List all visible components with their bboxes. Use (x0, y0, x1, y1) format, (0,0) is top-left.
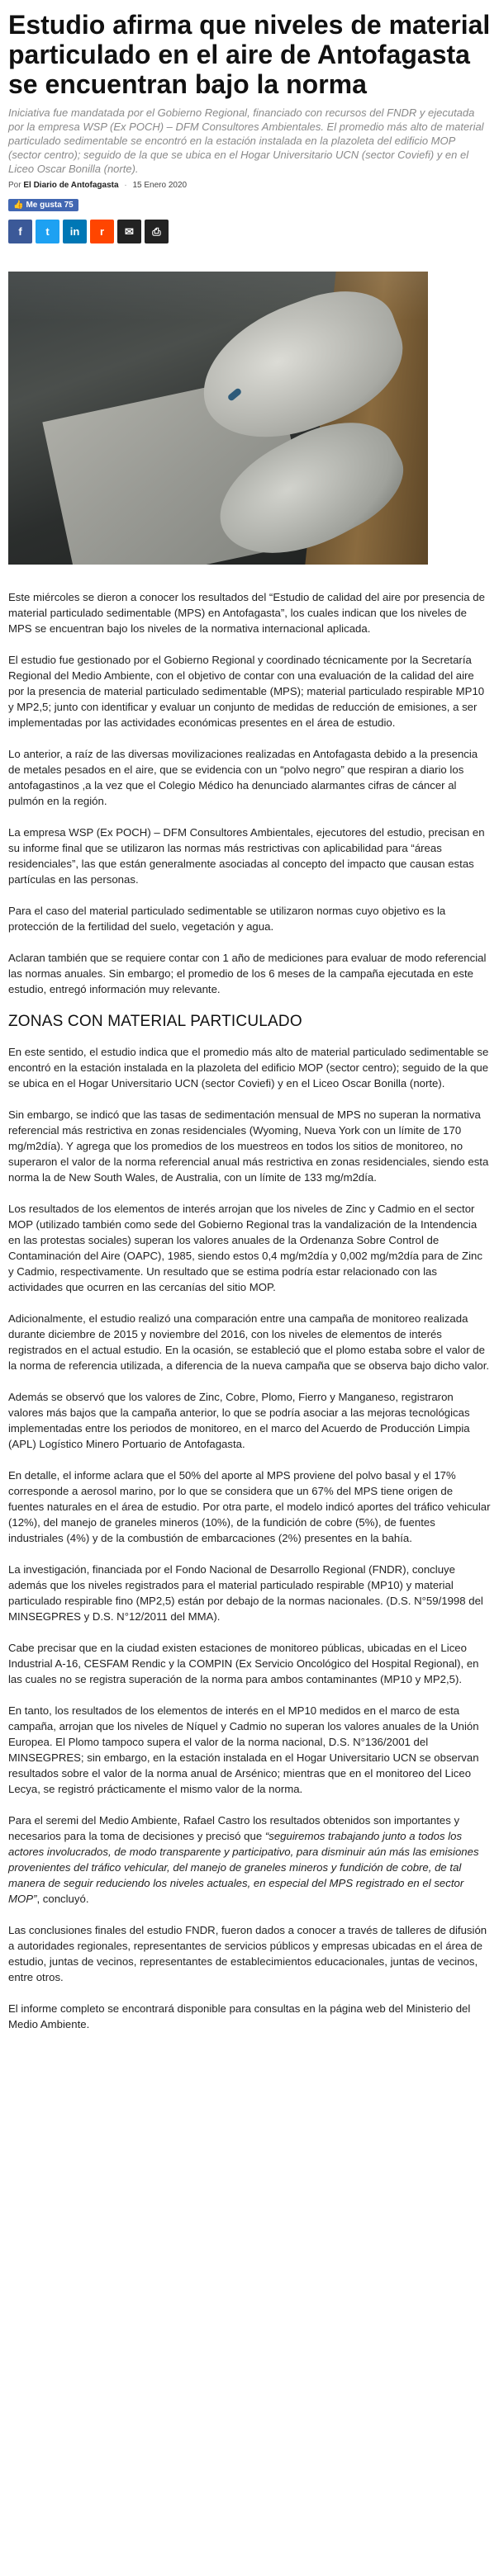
article-lede: Iniciativa fue mandatada por el Gobierno Regional, financiado con recursos del FNDR y ejecutada por la empresa WSP (Ex POCH) – DFM Consultores Ambientales. El promedio más alto de material particulado sedimentable se encontró en la estación instalada en la plazoleta del edificio MOP (sector centro); seguido de la que se ubica en el Hogar Universitario UCN (sector Coviefi) y en el Liceo Oscar Bonilla (norte). (8, 106, 484, 175)
quote-outro: , concluyó. (36, 1893, 89, 1905)
author-link[interactable]: El Diario de Antofagasta (23, 181, 119, 190)
reddit-share-button[interactable] (90, 220, 114, 243)
meta-separator: · (124, 181, 127, 190)
article-title: Estudio afirma que niveles de material particulado en el aire de Antofagasta se encuentran bajo la norma (8, 10, 491, 99)
facebook-share-button[interactable] (8, 220, 32, 243)
paragraph: El estudio fue gestionado por el Gobierno Regional y coordinado técnicamente por la Secretaría Regional del Medio Ambiente, con el objetivo de contar con una evaluación de la calidad del aire por la presencia de material particulado sedimentable (MPS); material particulado respirable MP10 y MP2,5; junto con identificar y evaluar un conjunto de medidas de reducción de emisiones, a ser implementadas por las actividades económicas presentes en el área de estudio. (8, 654, 485, 729)
quote-text: “seguiremos trabajando junto a todos los actores involucrados, de modo transparente y participativo, para disminuir aún más las emisiones provenientes del tráfico vehicular, del manejo de graneles mineros y fundición de cobre, de tal manera de seguir reduciendo los niveles actuales, en especial del MPS registrado en el sector MOP” (8, 1830, 479, 1905)
paragraph: En tanto, los resultados de los elementos de interés en el MP10 medidos en el marco de esta campaña, arrojan que los niveles de Níquel y Cadmio no superan los valores anuales de la Unión Europea. El Plomo tampoco supera el valor de la norma nacional, D.S. N°136/2001 del MINSEGPRES; sin embargo, en la estación instalada en el Hogar Universitario UCN se observan resultados sobre el valor de la norma anual de Arsénico; mientras que en el monitoreo del Liceo Lecya, se registró prácticamente el mismo valor de la norma. (8, 1704, 479, 1795)
facebook-icon: f (18, 225, 22, 238)
paragraph: Este miércoles se dieron a conocer los resultados del “Estudio de calidad del aire por presencia de material particulado sedimentable (MPS) en Antofagasta”, los cuales indican que los niveles de MPS se encuentran bajo los niveles de la normativa internacional aplicada. (8, 591, 485, 635)
email-icon: ✉ (125, 225, 134, 238)
section-heading: ZONAS CON MATERIAL PARTICULADO (8, 1013, 302, 1030)
linkedin-icon: in (69, 225, 80, 238)
like-label: Me gusta 75 (26, 201, 74, 210)
paragraph: Aclaran también que se requiere contar con 1 año de mediciones para evaluar de modo referencial las normas anuales. Sin embargo; el promedio de los 6 meses de la campaña ejecutada en este estudio, entregó información muy relevante. (8, 952, 487, 995)
by-label: Por (8, 181, 21, 190)
linkedin-share-button[interactable] (63, 220, 87, 243)
twitter-share-button[interactable] (36, 220, 59, 243)
article-body (8, 589, 491, 2032)
paragraph: Cabe precisar que en la ciudad existen estaciones de monitoreo públicas, ubicadas en el Liceo Industrial A-16, CESFAM Rendic y la COMPIN (Ex Servicio Oncológico del Hospital Regional), en las cuales no se registra superación de la norma para ambos contaminantes (MP10 y MP2,5). (8, 1642, 479, 1685)
photo-shine (8, 272, 428, 321)
print-icon: ⎙ (152, 225, 161, 238)
thumbs-up-icon: 👍 (13, 201, 24, 210)
paragraph: Las conclusiones finales del estudio FNDR, fueron dados a conocer a través de talleres de difusión a autoridades regionales, representantes de servicios públicos y empresas ubicadas en el área de estudio, juntas de vecinos, representantes de establecimientos educacionales, juntas de vecinos, entre otros. (8, 1924, 487, 1983)
reddit-icon: r (99, 225, 105, 238)
article-meta (8, 181, 491, 190)
print-button[interactable] (145, 220, 169, 243)
paragraph: Los resultados de los elementos de interés arrojan que los niveles de Zinc y Cadmio en el sector MOP (utilizado también como sede del Gobierno Regional tras la vandalización de la Intendencia en las protestas sociales) superan los valores anuales de la Ordenanza Sobre Control de Contaminación del Aire (OAPC), 1985, siendo estos 0,4 mg/m2día y 0,002 mg/m2día para de Zinc y Cadmio, respectivamente. Un resultado que se estima podría estar relacionado con las actividades que ocurren en las cercanías del sitio MOP. (8, 1203, 482, 1293)
paragraph: Lo anterior, a raíz de las diversas movilizaciones realizadas en Antofagasta debido a la presencia de metales pesados en el aire, que se evidencia con un “polvo negro” que respiran a diario los antofagastinos ,a la vez que el Colegio Médico ha denunciado alarmantes cifras de cáncer al pulmón en la región. (8, 748, 478, 807)
quote-intro: Para el seremi del Medio Ambiente, Rafael Castro los resultados obtenidos son importantes y necesarios para la toma de decisiones y precisó que (8, 1814, 460, 1842)
paragraph: Sin embargo, se indicó que las tasas de sedimentación mensual de MPS no superan la normativa referencial más restrictiva en zonas residenciales (Wyoming, Nueva York con un límite de 170 mg/m2día). Y agrega que los promedios de los muestreos en todos los sitios de monitoreo, no superaron el valor de la norma referencial anual más restrictiva en zonas residenciales, siendo esta norma la de New South Wales, de Australia, con un límite de 133 mg/m2día. (8, 1108, 489, 1184)
email-share-button[interactable] (117, 220, 141, 243)
paragraph: La investigación, financiada por el Fondo Nacional de Desarrollo Regional (FNDR), concluye además que los niveles registrados para el material particulado respirable (MP10) y material particulado respirable fino (MP2,5) están por debajo de la normas nacionales. (D.S. N°59/1998 del MINSEGPRES y D.S. N°12/2011 del MMA). (8, 1563, 483, 1623)
paragraph: Adicionalmente, el estudio realizó una comparación entre una campaña de monitoreo realizada durante diciembre de 2015 y noviembre del 2016, con los niveles de elementos de interés registrados en el actual estudio. En la ocasión, se estableció que el plomo estaba sobre el valor de la norma de referencia utilizada, a diferencia de la nueva campaña que se observa bajo dicho valor. (8, 1312, 490, 1372)
publish-date: 15 Enero 2020 (132, 181, 188, 190)
paragraph: El informe completo se encontrará disponible para consultas en la página web del Ministerio del Medio Ambiente. (8, 2002, 471, 2030)
paragraph: La empresa WSP (Ex POCH) – DFM Consultores Ambientales, ejecutores del estudio, precisan en su informe final que se utilizaron las normas más restrictivas con aplicabilidad para “áreas residenciales”, las que están generalmente asociadas al concepto del impacto que causan estas partículas en las personas. (8, 826, 485, 886)
facebook-like-button[interactable] (8, 199, 78, 211)
paragraph: Además se observó que los valores de Zinc, Cobre, Plomo, Fierro y Manganeso, registraron valores más bajos que la campaña anterior, lo que se podría asociar a las mejoras tecnológicas implementadas entre los periodos de monitoreo, en el marco del Acuerdo de Producción Limpia (APL) Logístico Minero Portuario de Antofagasta. (8, 1391, 470, 1450)
share-bar (8, 220, 491, 243)
quote-paragraph (8, 1813, 491, 1907)
paragraph: Para el caso del material particulado sedimentable se utilizaron normas cuyo objetivo es la protección de la fertilidad del suelo, vegetación y agua. (8, 905, 446, 933)
paragraph: En detalle, el informe aclara que el 50% del aporte al MPS proviene del polvo basal y el 17% corresponde a aerosol marino, por lo que se considera que un 67% del MPS tiene origen de fuentes naturales en el área de estudio. Por otra parte, el modelo indicó aportes del tráfico vehicular (12%), del manejo de graneles mineros (10%), de la fundición de cobre (5%), de fuentes industriales (4%) y de la combustión de embarcaciones (2%) presentes en la bahía. (8, 1469, 491, 1544)
article-photo (8, 272, 428, 565)
twitter-icon: t (45, 225, 50, 238)
paragraph: En este sentido, el estudio indica que el promedio más alto de material particulado sedimentable se encontró en la estación instalada en la plazoleta del edificio MOP (sector centro); seguido de la que se ubica en el Hogar Universitario UCN (sector Coviefi) y en el Liceo Oscar Bonilla (norte). (8, 1046, 489, 1089)
